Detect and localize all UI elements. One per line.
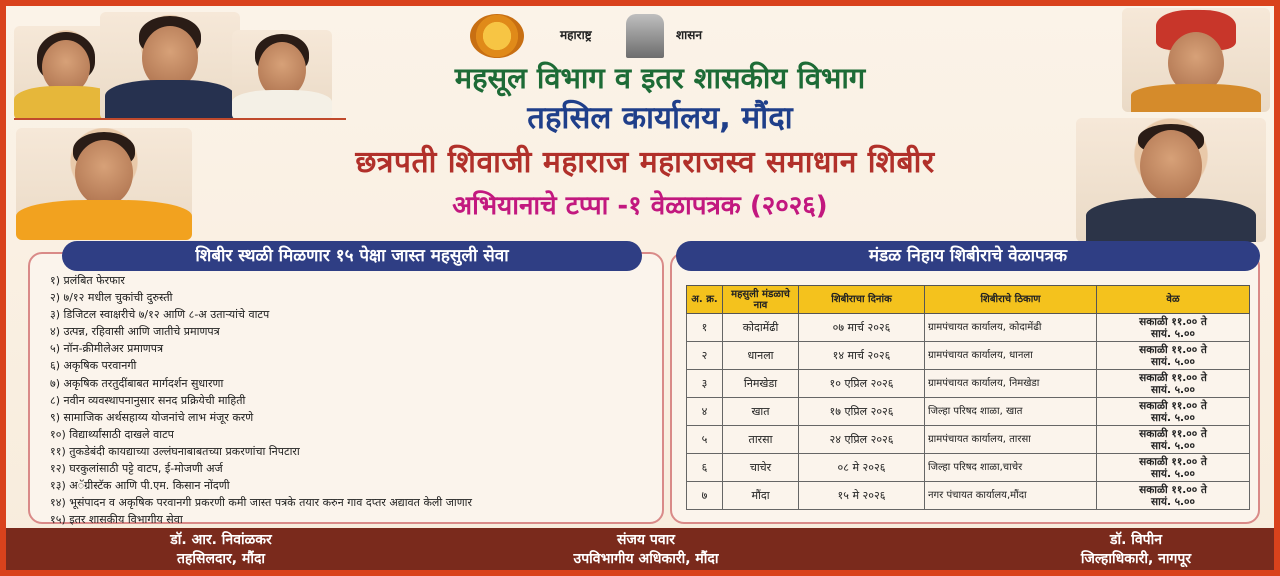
cell-time	[1097, 314, 1250, 342]
service-item: १२) घरकुलांसाठी पट्टे वाटप, ई-मोजणी अर्ज	[50, 462, 223, 476]
col-header-number: अ. क्र.	[687, 286, 723, 314]
cell-date: १४ मार्च २०२६	[799, 342, 925, 370]
cell-time	[1097, 426, 1250, 454]
time-end: सायं. ५.००	[1151, 355, 1195, 368]
cell-number: ६	[687, 454, 723, 482]
sig-center-name: संजय पवार	[617, 532, 675, 548]
col-header-date: शिबीराचा दिनांक	[799, 286, 925, 314]
service-item: ५) नॉन-क्रीमीलेअर प्रमाणपत्र	[50, 342, 164, 356]
portrait-man-2	[232, 30, 332, 120]
time-start: सकाळी ११.०० ते	[1139, 343, 1207, 356]
service-item: २) ७/१२ मधील चुकांची दुरुस्ती	[50, 291, 173, 305]
sig-center-title: उपविभागीय अधिकारी, मौंदा	[573, 551, 719, 567]
cell-time	[1097, 482, 1250, 510]
cell-number: ४	[687, 398, 723, 426]
cell-number: २	[687, 342, 723, 370]
col-header-mandal: महसुली मंडळाचे नाव	[723, 286, 799, 314]
cell-mandal: मौंदा	[723, 482, 799, 510]
cell-number: १	[687, 314, 723, 342]
cell-time	[1097, 454, 1250, 482]
schedule-table	[686, 285, 1250, 510]
sig-right-title: जिल्हाधिकारी, नागपूर	[1080, 551, 1192, 567]
cell-mandal: निमखेडा	[723, 370, 799, 398]
cell-date: ०७ मार्च २०२६	[799, 314, 925, 342]
service-item: ४) उत्पन्न, रहिवासी आणि जातीचे प्रमाणपत्र	[50, 325, 220, 339]
time-start: सकाळी ११.०० ते	[1139, 427, 1207, 440]
table-row	[687, 482, 1250, 510]
cell-place: ग्रामपंचायत कार्यालय, तारसा	[925, 426, 1097, 454]
service-item: ३) डिजिटल स्वाक्षरीचे ७/१२ आणि ८-अ उताऱ्यांचे वाटप	[50, 308, 270, 322]
time-end: सायं. ५.००	[1151, 327, 1195, 340]
table-row	[687, 314, 1250, 342]
title-schedule: अभियानाचे टप्पा -१ वेळापत्रक (२०२६)	[452, 191, 828, 221]
cell-mandal: कोदामेंढी	[723, 314, 799, 342]
cell-number: ३	[687, 370, 723, 398]
table-row	[687, 398, 1250, 426]
cell-number: ७	[687, 482, 723, 510]
cell-mandal: खात	[723, 398, 799, 426]
cell-time	[1097, 342, 1250, 370]
table-header-row	[687, 286, 1250, 314]
service-item: १५) इतर शासकीय विभागीय सेवा	[50, 513, 183, 527]
cell-mandal: चाचेर	[723, 454, 799, 482]
service-item: ११) तुकडेबंदी कायद्याच्या उल्लंघनाबाबतच्या प्रकरणांचा निपटारा	[50, 444, 300, 458]
time-start: सकाळी ११.०० ते	[1139, 371, 1207, 384]
service-item: १४) भूसंपादन व अकृषिक परवानगी प्रकरणी कमी जास्त पत्रके तयार करुन गाव दप्तर अद्यावत केली जाणार	[50, 496, 473, 510]
table-row	[687, 426, 1250, 454]
signature-left	[106, 531, 336, 569]
table-row	[687, 454, 1250, 482]
services-heading: शिबीर स्थळी मिळणार १५ पेक्षा जास्त महसुली सेवा	[62, 241, 642, 271]
sig-left-name: डॉ. आर. निवांळकर	[170, 532, 272, 548]
service-item: १) प्रलंबित फेरफार	[50, 274, 125, 287]
sig-right-name: डॉ. विपीन	[1109, 532, 1163, 548]
cell-mandal: तारसा	[723, 426, 799, 454]
state-label-left: महाराष्ट्र	[560, 28, 592, 42]
time-end: सायं. ५.००	[1151, 439, 1195, 452]
col-header-place: शिबीराचे ठिकाण	[925, 286, 1097, 314]
title-department: महसूल विभाग व इतर शासकीय विभाग	[454, 61, 866, 95]
cell-place: ग्रामपंचायत कार्यालय, धानला	[925, 342, 1097, 370]
service-item: १३) अॅग्रीस्टॅक आणि पी.एम. किसान नोंदणी	[50, 479, 230, 493]
time-end: सायं. ५.००	[1151, 467, 1195, 480]
cell-time	[1097, 370, 1250, 398]
col-header-time: वेळ	[1097, 286, 1250, 314]
state-label-right: शासन	[676, 28, 703, 42]
time-start: सकाळी ११.०० ते	[1139, 315, 1207, 328]
time-end: सायं. ५.००	[1151, 495, 1195, 508]
service-item: ९) सामाजिक अर्थसहाय्य योजनांचे लाभ मंजूर करणे	[50, 410, 254, 424]
schedule-heading: मंडळ निहाय शिबीराचे वेळापत्रक	[676, 241, 1260, 271]
table-row	[687, 342, 1250, 370]
cell-place: नगर पंचायत कार्यालय,मौंदा	[925, 482, 1097, 510]
services-list	[50, 272, 650, 528]
cell-time	[1097, 398, 1250, 426]
service-item: १०) विद्यार्थ्यांसाठी दाखले वाटप	[50, 427, 174, 441]
cell-date: १० एप्रिल २०२६	[799, 370, 925, 398]
cell-place: ग्रामपंचायत कार्यालय, निमखेडा	[925, 370, 1097, 398]
service-item: ६) अकृषिक परवानगी	[50, 359, 137, 373]
cell-date: २४ एप्रिल २०२६	[799, 426, 925, 454]
title-office: तहसिल कार्यालय, मौंदा	[527, 100, 793, 136]
cell-place: ग्रामपंचायत कार्यालय, कोदामेंढी	[925, 314, 1097, 342]
cell-date: ०८ मे २०२६	[799, 454, 925, 482]
maharashtra-seal-icon	[470, 14, 524, 58]
portrait-man-1	[100, 12, 240, 120]
time-start: सकाळी ११.०० ते	[1139, 399, 1207, 412]
table-row	[687, 370, 1250, 398]
cell-place: जिल्हा परिषद शाळा,चाचेर	[925, 454, 1097, 482]
service-item: ७) अकृषिक तरतुदींबाबत मार्गदर्शन सुधारणा	[50, 376, 224, 390]
cell-number: ५	[687, 426, 723, 454]
ashoka-emblem-icon	[626, 14, 664, 58]
time-end: सायं. ५.००	[1151, 411, 1195, 424]
cell-mandal: धानला	[723, 342, 799, 370]
cell-date: १५ मे २०२६	[799, 482, 925, 510]
time-start: सकाळी ११.०० ते	[1139, 455, 1207, 468]
sig-left-title: तहसिलदार, मौंदा	[176, 551, 266, 567]
signature-footer	[6, 528, 1274, 570]
signature-right	[1016, 531, 1256, 569]
title-camp: छत्रपती शिवाजी महाराज महाराजस्व समाधान शिबीर	[355, 145, 935, 180]
header-underline	[14, 118, 346, 120]
cell-place: जिल्हा परिषद शाळा, खात	[925, 398, 1097, 426]
time-end: सायं. ५.००	[1151, 383, 1195, 396]
cell-date: १७ एप्रिल २०२६	[799, 398, 925, 426]
portrait-shivaji	[1122, 8, 1270, 112]
time-start: सकाळी ११.०० ते	[1139, 483, 1207, 496]
service-item: ८) नवीन व्यवस्थापनानुसार सनद प्रक्रियेची माहिती	[50, 393, 246, 407]
signature-center	[506, 531, 786, 569]
